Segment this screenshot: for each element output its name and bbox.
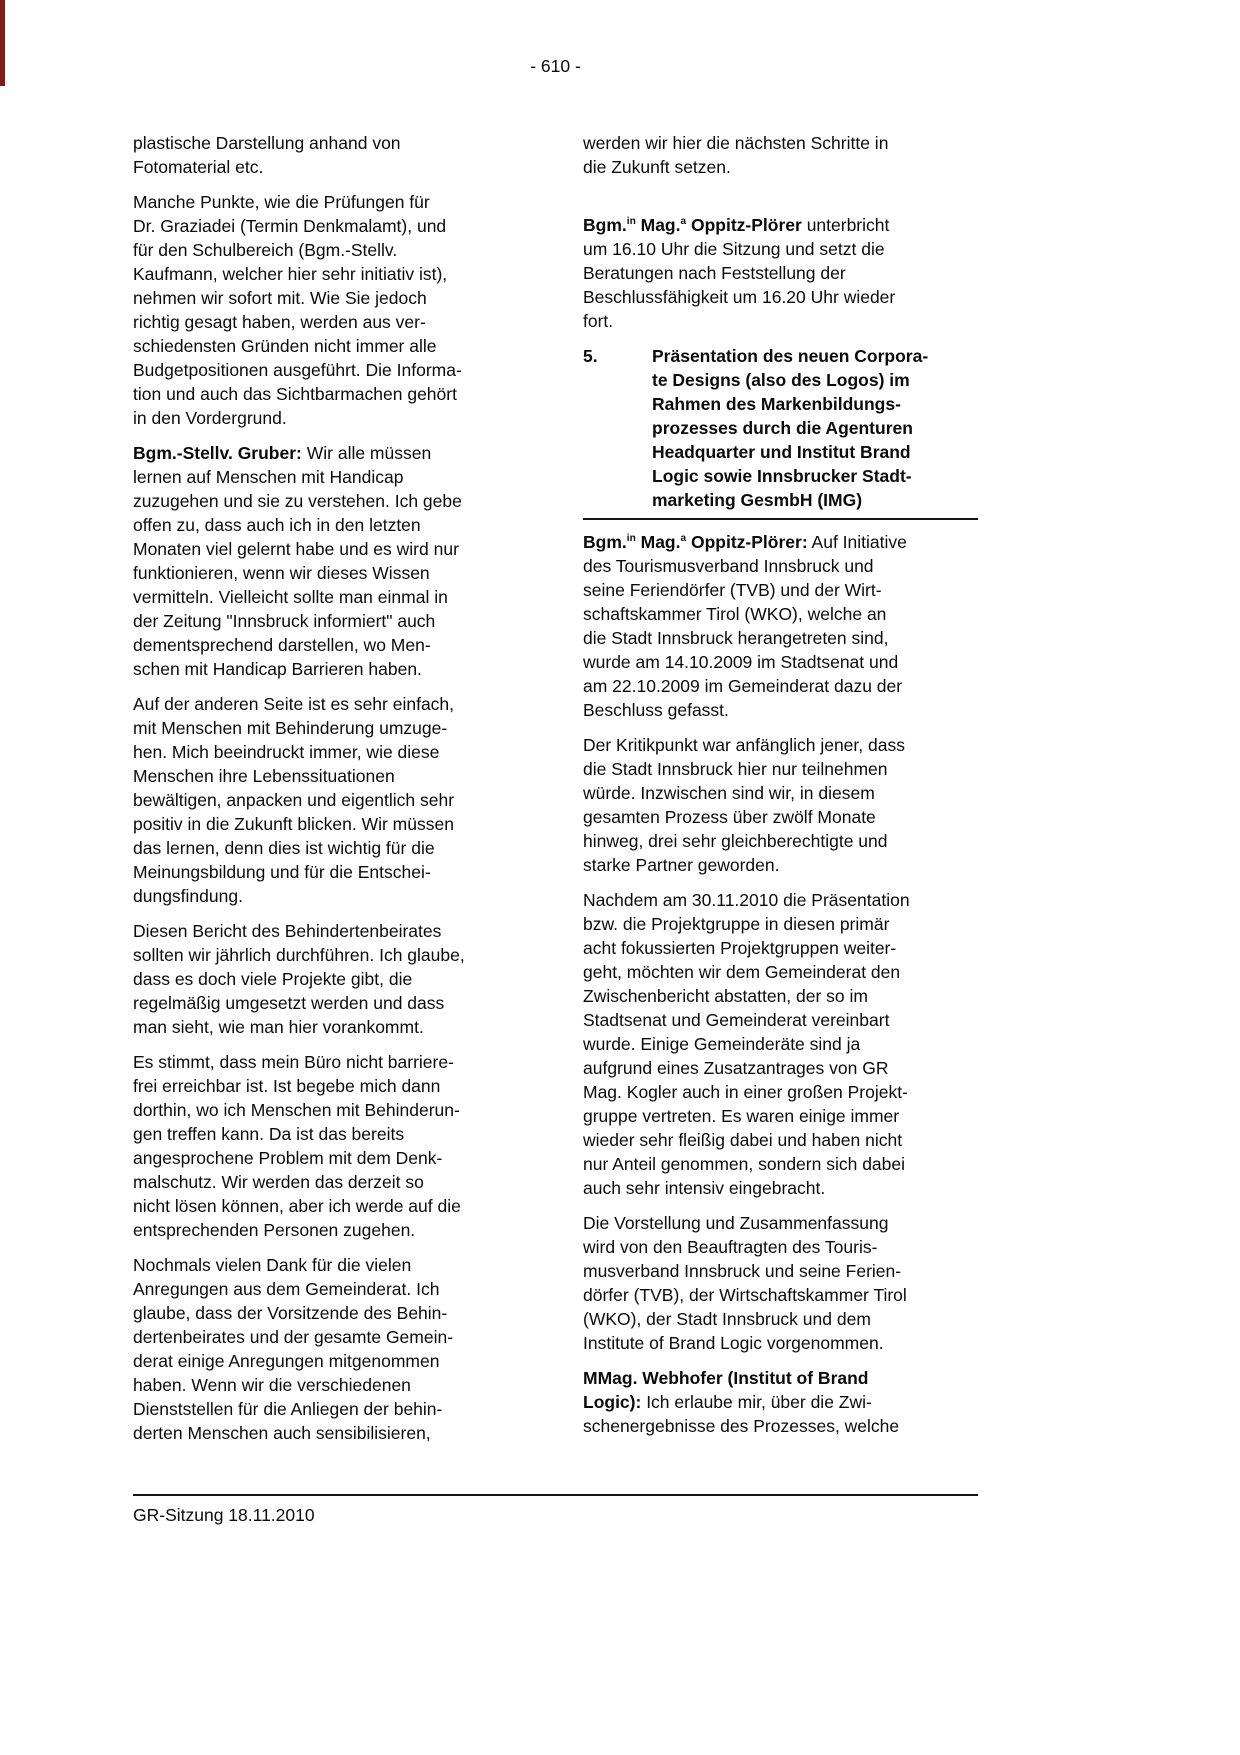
text-segment: Der Kritikpunkt war anfänglich jener, dass die Stadt Innsbruck hier nur teilnehmen würde. Inzwischen sind wir, in diesem gesamten Prozess über zwölf Monate hinweg, drei sehr gleichberechtigte und starke Partner geworden. (583, 735, 905, 875)
scan-edge-artifact (0, 0, 5, 86)
paragraph (133, 692, 528, 908)
left-column (133, 131, 528, 1456)
right-column (583, 131, 978, 1449)
page-number: - 610 - (530, 56, 581, 76)
text-segment: Nachdem am 30.11.2010 die Präsentation bzw. die Projektgruppe in diesen primär acht fokussierten Projektgruppen weiter- geht, möchten wir dem Gemeinderat den Zwischenbericht abstatten, der so im Stadtsenat und Gemeinderat vereinbart wurde. Einige Gemeinderäte sind ja aufgrund eines Zusatzantrages von GR Mag. Kogler auch in einer großen Projekt- gruppe vertreten. Es waren einige immer wieder sehr fleißig dabei und haben nicht nur Anteil genommen, sondern sich dabei auch sehr intensiv eingebracht. (583, 890, 910, 1198)
paragraph (133, 1050, 528, 1242)
text-segment: Manche Punkte, wie die Prüfungen für Dr. Graziadei (Termin Denkmalamt), und für den Schulbereich (Bgm.-Stellv. Kaufmann, welcher hier sehr initiativ ist), nehmen wir sofort mit. Wie Sie jedoch richtig gesagt haben, werden aus ver- schiedensten Gründen nicht immer alle Budgetpositionen ausgeführt. Die Informa- tion und auch das Sichtbarmachen gehört in den Vordergrund. (133, 192, 462, 428)
text-segment: unterbricht um 16.10 Uhr die Sitzung und setzt die Beratungen nach Feststellung der Beschlussfähigkeit um 16.20 Uhr wieder fort. (583, 215, 896, 331)
text-segment: Bgm. (583, 215, 627, 235)
paragraph (583, 1366, 978, 1438)
text-segment: plastische Darstellung anhand von Fotomaterial etc. (133, 133, 401, 177)
page-footer (133, 1494, 978, 1527)
text-segment: Auf der anderen Seite ist es sehr einfach, mit Menschen mit Behinderung umzuge- hen. Mich beeindruckt immer, wie diese Menschen ihre Lebenssituationen bewältigen, anpacken und eigentlich sehr positiv in die Zukunft blicken. Wir müssen das lernen, denn dies ist wichtig für die Meinungsbildung und für die Entschei- dungsfindung. (133, 694, 455, 906)
text-segment: Wir alle müssen lernen auf Menschen mit Handicap zuzugehen und sie zu verstehen. Ich gebe offen zu, dass auch ich in den letzten Monaten viel gelernt habe und es wird nur funktionieren, wenn wir dieses Wissen vermitteln. Vielleicht sollte man einmal in der Zeitung "Innsbruck informiert" auch dementsprechend darstellen, wo Men- schen mit Handicap Barrieren haben. (133, 443, 462, 679)
paragraph (133, 919, 528, 1039)
text-segment: Mag. (635, 532, 681, 552)
text-segment: Bgm. (583, 532, 627, 552)
text-segment: MMag. Webhofer (Institut of Brand Logic): (583, 1368, 869, 1412)
text-segment: Ich erlaube mir, über die Zwi- schenergebnisse des Prozesses, welche (583, 1392, 900, 1436)
text-segment: Diesen Bericht des Behindertenbeirates sollten wir jährlich durchführen. Ich glaube, dass es doch viele Projekte gibt, die regelmäßig umgesetzt werden und dass man sieht, wie man hier vorankommt. (133, 921, 465, 1037)
agenda-item-number: 5. (583, 346, 598, 366)
agenda-item-title: Präsentation des neuen Corpora- te Designs (also des Logos) im Rahmen des Markenbildungs- prozesses durch die Agenturen Headquarter und Institut Brand Logic sowie Innsbrucker Stadt- marketing GesmbH (IMG) (652, 346, 929, 510)
text-segment: Die Vorstellung und Zusammenfassung wird von den Beauftragten des Touris- musverband Innsbruck und seine Ferien- dörfer (TVB), der Wirtschaftskammer Tirol (WKO), der Stadt Innsbruck und dem Institute of Brand Logic vorgenommen. (583, 1213, 907, 1353)
text-segment: Bgm.-Stellv. Gruber: (133, 443, 302, 463)
text-segment: Nochmals vielen Dank für die vielen Anregungen aus dem Gemeinderat. Ich glaube, dass der Vorsitzende des Behin- dertenbeirates und der gesamte Gemein- derat einige Anregungen mitgenommen haben. Wenn wir die verschiedenen Dienststellen für die Anliegen der behin- derten Menschen auch sensibilisieren, (133, 1255, 454, 1443)
text-segment: a (680, 216, 687, 228)
text-segment: Es stimmt, dass mein Büro nicht barriere- frei erreichbar ist. Ist begebe mich dann dorthin, wo ich Menschen mit Behinderun- gen treffen kann. Da ist das bereits angesprochene Problem mit dem Denk- malschutz. Wir werden das derzeit so nicht lösen können, aber ich werde auf die entsprechenden Personen zugehen. (133, 1052, 461, 1240)
paragraph (583, 530, 978, 722)
paragraph (133, 190, 528, 430)
paragraph (583, 131, 978, 179)
text-segment: Oppitz-Plörer (686, 215, 802, 235)
paragraph (133, 131, 528, 179)
paragraph (583, 733, 978, 877)
text-segment: a (680, 533, 687, 545)
agenda-item-heading (583, 344, 978, 520)
text-segment: in (626, 533, 636, 545)
footer-text: GR-Sitzung 18.11.2010 (133, 1505, 315, 1525)
paragraph (583, 1211, 978, 1355)
text-segment: Mag. (635, 215, 681, 235)
text-segment: in (626, 216, 636, 228)
paragraph (133, 441, 528, 681)
paragraph (583, 888, 978, 1200)
paragraph (583, 213, 978, 333)
text-segment: Oppitz-Plörer: (686, 532, 808, 552)
text-segment: Auf Initiative des Tourismusverband Innsbruck und seine Feriendörfer (TVB) und der Wirt- schaftskammer Tirol (WKO), welche an die Stadt Innsbruck herangetreten sind, wurde am 14.10.2009 im Stadtsenat und am 22.10.2009 im Gemeinderat dazu der Beschluss gefasst. (583, 532, 907, 720)
document-text-columns (133, 131, 978, 1456)
text-segment: werden wir hier die nächsten Schritte in die Zukunft setzen. (583, 133, 889, 177)
paragraph (133, 1253, 528, 1445)
